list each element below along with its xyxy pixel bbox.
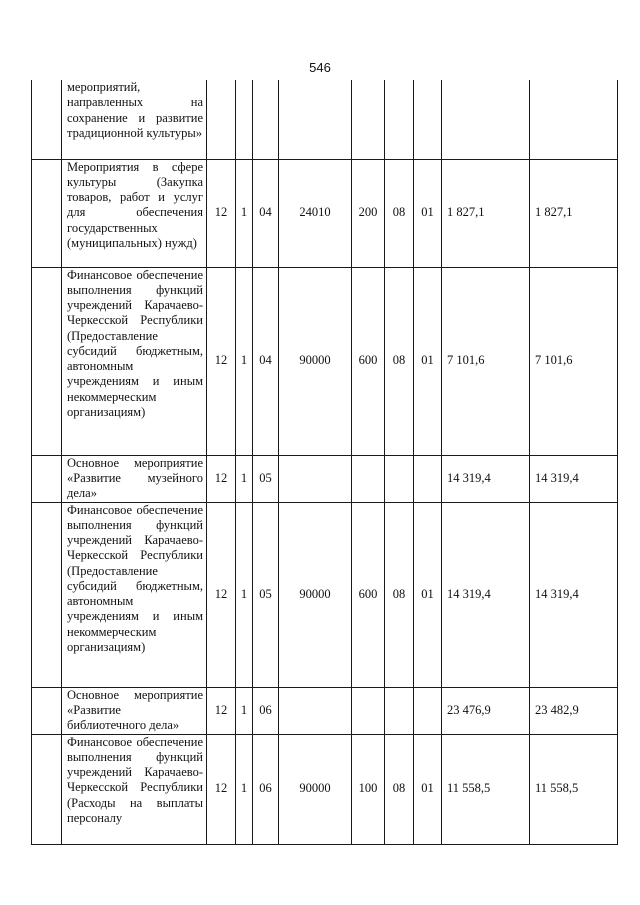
sum-1-cell: 11 558,5: [442, 734, 530, 844]
item-name-cell: мероприятий, направленных на сохранение и развитие традиционной культуры»: [62, 80, 207, 159]
pr-cell: 01: [414, 734, 442, 844]
code-a-cell: 12: [207, 455, 236, 502]
vr-cell: [352, 687, 385, 734]
vr-cell: [352, 80, 385, 159]
code-c-cell: 04: [253, 159, 279, 267]
pr-cell: 01: [414, 159, 442, 267]
sum-1-cell: 1 827,1: [442, 159, 530, 267]
rz-cell: [385, 455, 414, 502]
vr-cell: 600: [352, 502, 385, 687]
rz-cell: [385, 687, 414, 734]
sum-2-cell: 14 319,4: [530, 455, 618, 502]
sum-2-cell: 11 558,5: [530, 734, 618, 844]
code-c-cell: 04: [253, 267, 279, 455]
table-row: [32, 734, 618, 844]
code-a-cell: [207, 80, 236, 159]
code-a-cell: 12: [207, 267, 236, 455]
item-name-cell: Финансовое обеспечение выполнения функций учреждений Карачаево-Черкесской Республики (Расходы на выплаты персоналу: [62, 734, 207, 844]
target-cell: 90000: [279, 267, 352, 455]
sum-2-cell: [530, 80, 618, 159]
row-number-cell: [32, 267, 62, 455]
code-b-cell: [236, 80, 253, 159]
pr-cell: [414, 687, 442, 734]
item-name-cell: Финансовое обеспечение выполнения функций учреждений Карачаево-Черкесской Республики (Предоставление субсидий бюджетным, автономным учреждениям и иным некоммерческим организациям): [62, 267, 207, 455]
pr-cell: 01: [414, 267, 442, 455]
sum-2-cell: 7 101,6: [530, 267, 618, 455]
code-b-cell: 1: [236, 734, 253, 844]
sum-1-cell: [442, 80, 530, 159]
sum-1-cell: 7 101,6: [442, 267, 530, 455]
rz-cell: 08: [385, 502, 414, 687]
code-a-cell: 12: [207, 734, 236, 844]
sum-1-cell: 14 319,4: [442, 502, 530, 687]
row-number-cell: [32, 687, 62, 734]
table-row: [32, 267, 618, 455]
pr-cell: [414, 80, 442, 159]
row-number-cell: [32, 80, 62, 159]
code-a-cell: 12: [207, 159, 236, 267]
sum-2-cell: 23 482,9: [530, 687, 618, 734]
pr-cell: 01: [414, 502, 442, 687]
vr-cell: [352, 455, 385, 502]
vr-cell: 100: [352, 734, 385, 844]
row-number-cell: [32, 734, 62, 844]
rz-cell: 08: [385, 159, 414, 267]
code-c-cell: 05: [253, 455, 279, 502]
item-name-cell: Мероприятия в сфере культуры (Закупка товаров, работ и услуг для обеспечения государственных (муниципальных) нужд): [62, 159, 207, 267]
target-cell: 24010: [279, 159, 352, 267]
target-cell: 90000: [279, 734, 352, 844]
pr-cell: [414, 455, 442, 502]
row-number-cell: [32, 502, 62, 687]
table-row: [32, 502, 618, 687]
target-cell: [279, 687, 352, 734]
code-b-cell: 1: [236, 267, 253, 455]
sum-1-cell: 23 476,9: [442, 687, 530, 734]
budget-table: [31, 80, 618, 845]
vr-cell: 200: [352, 159, 385, 267]
code-a-cell: 12: [207, 687, 236, 734]
code-b-cell: 1: [236, 687, 253, 734]
code-c-cell: 06: [253, 734, 279, 844]
rz-cell: 08: [385, 734, 414, 844]
target-cell: 90000: [279, 502, 352, 687]
code-c-cell: 06: [253, 687, 279, 734]
code-a-cell: 12: [207, 502, 236, 687]
table-row: [32, 455, 618, 502]
vr-cell: 600: [352, 267, 385, 455]
code-c-cell: [253, 80, 279, 159]
target-cell: [279, 80, 352, 159]
item-name-cell: Финансовое обеспечение выполнения функций учреждений Карачаево-Черкесской Республики (Предоставление субсидий бюджетным, автономным учреждениям и иным некоммерческим организациям): [62, 502, 207, 687]
code-c-cell: 05: [253, 502, 279, 687]
row-number-cell: [32, 455, 62, 502]
target-cell: [279, 455, 352, 502]
rz-cell: 08: [385, 267, 414, 455]
table-row: [32, 80, 618, 159]
code-b-cell: 1: [236, 455, 253, 502]
rz-cell: [385, 80, 414, 159]
item-name-cell: Основное мероприятие «Развитие библиотечного дела»: [62, 687, 207, 734]
page-number: 546: [309, 60, 331, 75]
code-b-cell: 1: [236, 159, 253, 267]
sum-1-cell: 14 319,4: [442, 455, 530, 502]
sum-2-cell: 14 319,4: [530, 502, 618, 687]
table-row: [32, 687, 618, 734]
table-row: [32, 159, 618, 267]
sum-2-cell: 1 827,1: [530, 159, 618, 267]
code-b-cell: 1: [236, 502, 253, 687]
row-number-cell: [32, 159, 62, 267]
item-name-cell: Основное мероприятие «Развитие музейного дела»: [62, 455, 207, 502]
